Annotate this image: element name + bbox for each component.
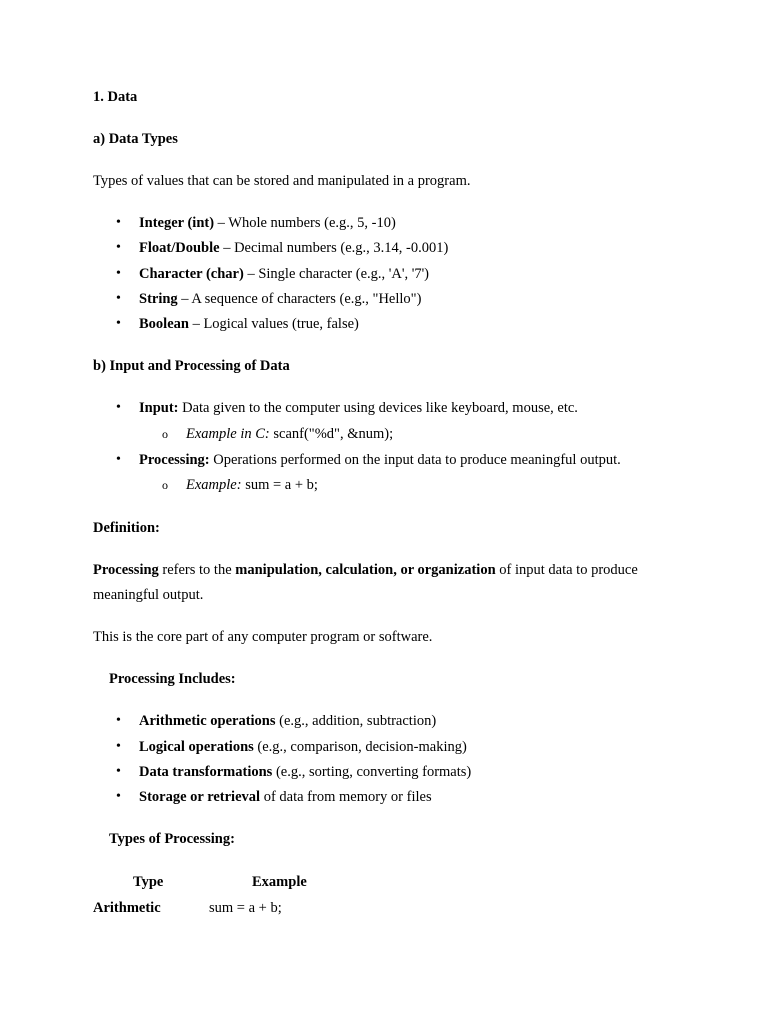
list-item-term: Character (char) bbox=[139, 266, 244, 282]
list-item-term: Storage or retrieval bbox=[139, 789, 261, 805]
example-code: scanf("%d", &num); bbox=[269, 426, 394, 442]
example-code: sum = a + b; bbox=[241, 477, 318, 493]
definition-paragraph-line2: meaningful output. bbox=[93, 587, 204, 603]
list-item-desc: (e.g., addition, subtraction) bbox=[275, 713, 437, 729]
processing-includes-heading: Processing Includes: bbox=[109, 671, 236, 687]
list-item-term: Input: bbox=[139, 400, 179, 416]
list-item-desc: (e.g., sorting, converting formats) bbox=[272, 764, 472, 780]
list-item-desc: (e.g., comparison, decision-making) bbox=[253, 739, 467, 755]
list-item bbox=[139, 239, 448, 257]
list-item-term: Float/Double bbox=[139, 240, 220, 256]
table-header-type: Type bbox=[133, 874, 164, 890]
list-item-term: Logical operations bbox=[139, 739, 254, 755]
list-item-desc: of data from memory or files bbox=[260, 789, 432, 805]
list-item bbox=[139, 214, 396, 232]
list-item-desc: – Single character (e.g., 'A', '7') bbox=[243, 266, 430, 282]
table-cell-example: sum = a + b; bbox=[209, 900, 282, 916]
bullet-icon: • bbox=[116, 291, 121, 306]
data-types-heading: a) Data Types bbox=[93, 131, 178, 147]
list-item-term: Arithmetic operations bbox=[139, 713, 276, 729]
list-item-desc: Operations performed on the input data to produce meaningful output. bbox=[209, 452, 621, 468]
list-item bbox=[139, 315, 359, 333]
bullet-icon: • bbox=[116, 739, 121, 754]
sub-list-item bbox=[186, 425, 393, 443]
list-item-processing bbox=[139, 451, 621, 469]
definition-paragraph bbox=[93, 561, 638, 579]
definition-emphasis: manipulation, calculation, or organization bbox=[235, 562, 496, 578]
list-item bbox=[139, 712, 436, 730]
bullet-icon: • bbox=[116, 316, 121, 331]
bullet-icon: • bbox=[116, 215, 121, 230]
table-header-example: Example bbox=[252, 874, 307, 890]
list-item-desc: – Logical values (true, false) bbox=[188, 316, 359, 332]
list-item-desc: – Decimal numbers (e.g., 3.14, -0.001) bbox=[219, 240, 449, 256]
sub-bullet-icon: o bbox=[162, 427, 168, 441]
list-item-term: Integer (int) bbox=[139, 215, 215, 231]
section-heading: 1. Data bbox=[93, 89, 138, 105]
bullet-icon: • bbox=[116, 452, 121, 467]
types-of-processing-heading: Types of Processing: bbox=[109, 831, 235, 847]
list-item-desc: Data given to the computer using devices like keyboard, mouse, etc. bbox=[178, 400, 578, 416]
bullet-icon: • bbox=[116, 764, 121, 779]
list-item bbox=[139, 290, 421, 308]
list-item-desc: – A sequence of characters (e.g., "Hello") bbox=[177, 291, 422, 307]
list-item-term: Data transformations bbox=[139, 764, 273, 780]
example-label: Example in C: bbox=[186, 426, 270, 442]
core-paragraph: This is the core part of any computer program or software. bbox=[93, 629, 433, 645]
list-item bbox=[139, 788, 432, 806]
sub-bullet-icon: o bbox=[162, 478, 168, 492]
sub-list-item bbox=[186, 476, 318, 494]
bullet-icon: • bbox=[116, 713, 121, 728]
list-item bbox=[139, 738, 467, 756]
list-item-term: String bbox=[139, 291, 178, 307]
list-item bbox=[139, 763, 471, 781]
table-cell-type: Arithmetic bbox=[93, 900, 161, 916]
list-item-desc: – Whole numbers (e.g., 5, -10) bbox=[214, 215, 396, 231]
list-item-input bbox=[139, 399, 578, 417]
definition-heading: Definition: bbox=[93, 520, 160, 536]
list-item bbox=[139, 265, 429, 283]
data-types-intro: Types of values that can be stored and manipulated in a program. bbox=[93, 173, 471, 189]
definition-text: refers to the bbox=[158, 562, 236, 578]
bullet-icon: • bbox=[116, 789, 121, 804]
bullet-icon: • bbox=[116, 266, 121, 281]
bullet-icon: • bbox=[116, 240, 121, 255]
definition-term: Processing bbox=[93, 562, 159, 578]
list-item-term: Boolean bbox=[139, 316, 189, 332]
definition-text-end: of input data to produce bbox=[495, 562, 638, 578]
bullet-icon: • bbox=[116, 400, 121, 415]
list-item-term: Processing: bbox=[139, 452, 210, 468]
example-label: Example: bbox=[186, 477, 242, 493]
input-processing-heading: b) Input and Processing of Data bbox=[93, 358, 290, 374]
